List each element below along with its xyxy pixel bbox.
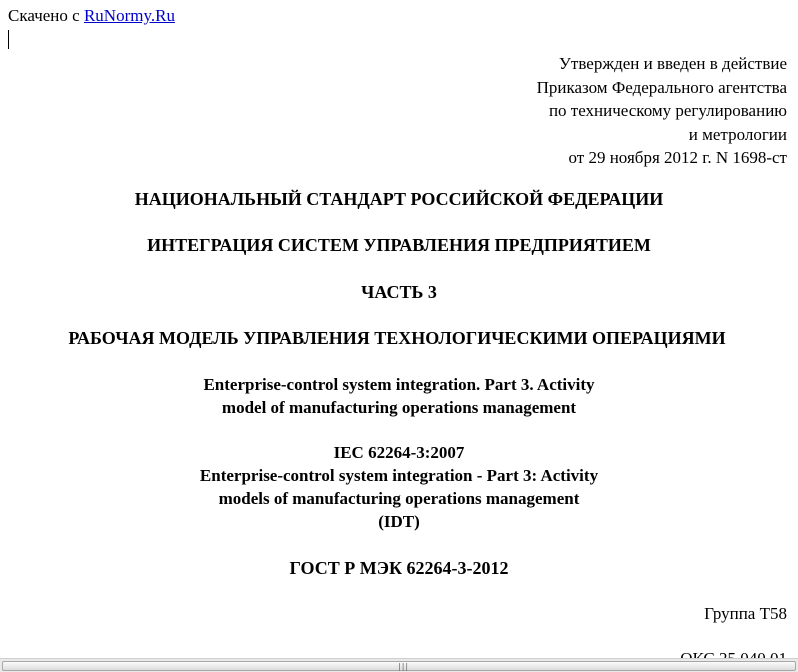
group-code: Группа Т58 bbox=[704, 604, 787, 623]
approval-line: по техническому регулированию bbox=[548, 101, 787, 120]
iec-title-line: Enterprise-control system integration - Part 3: Activity bbox=[199, 466, 599, 485]
integration-title: ИНТЕГРАЦИЯ СИСТЕМ УПРАВЛЕНИЯ ПРЕДПРИЯТИЕМ bbox=[147, 235, 651, 255]
part-title: ЧАСТЬ 3 bbox=[361, 282, 437, 302]
download-source-line bbox=[8, 6, 175, 26]
runormy-link[interactable]: RuNormy.Ru bbox=[83, 6, 175, 25]
iec-code: IEC 62264-3:2007 bbox=[333, 443, 465, 462]
national-standard-title: НАЦИОНАЛЬНЫЙ СТАНДАРТ РОССИЙСКОЙ ФЕДЕРАЦИИ bbox=[134, 189, 664, 209]
text-cursor bbox=[8, 30, 9, 49]
iec-idt: (IDT) bbox=[378, 512, 420, 531]
iec-reference bbox=[0, 441, 798, 533]
approval-line: и метрологии bbox=[688, 124, 787, 144]
approval-line: Утвержден и введен в действие bbox=[558, 54, 787, 73]
english-title bbox=[0, 373, 798, 419]
gost-number: ГОСТ Р МЭК 62264-3-2012 bbox=[289, 558, 509, 578]
grip-icon: ||| bbox=[398, 662, 410, 671]
english-title-line: Enterprise-control system integration. Part 3. Activity bbox=[203, 375, 595, 394]
english-title-line: model of manufacturing operations management bbox=[221, 398, 577, 417]
model-title: РАБОЧАЯ МОДЕЛЬ УПРАВЛЕНИЯ ТЕХНОЛОГИЧЕСКИМИ ОПЕРАЦИЯМИ bbox=[68, 328, 726, 348]
approval-block bbox=[537, 52, 787, 170]
approval-line: Приказом Федерального агентства bbox=[536, 77, 787, 97]
approval-line: от 29 ноября 2012 г. N 1698-ст bbox=[568, 148, 787, 167]
horizontal-scrollbar[interactable] bbox=[0, 658, 798, 672]
downloaded-prefix: Скачено с bbox=[8, 6, 80, 25]
scrollbar-thumb[interactable] bbox=[2, 661, 796, 671]
iec-title-line: models of manufacturing operations management bbox=[218, 489, 580, 508]
